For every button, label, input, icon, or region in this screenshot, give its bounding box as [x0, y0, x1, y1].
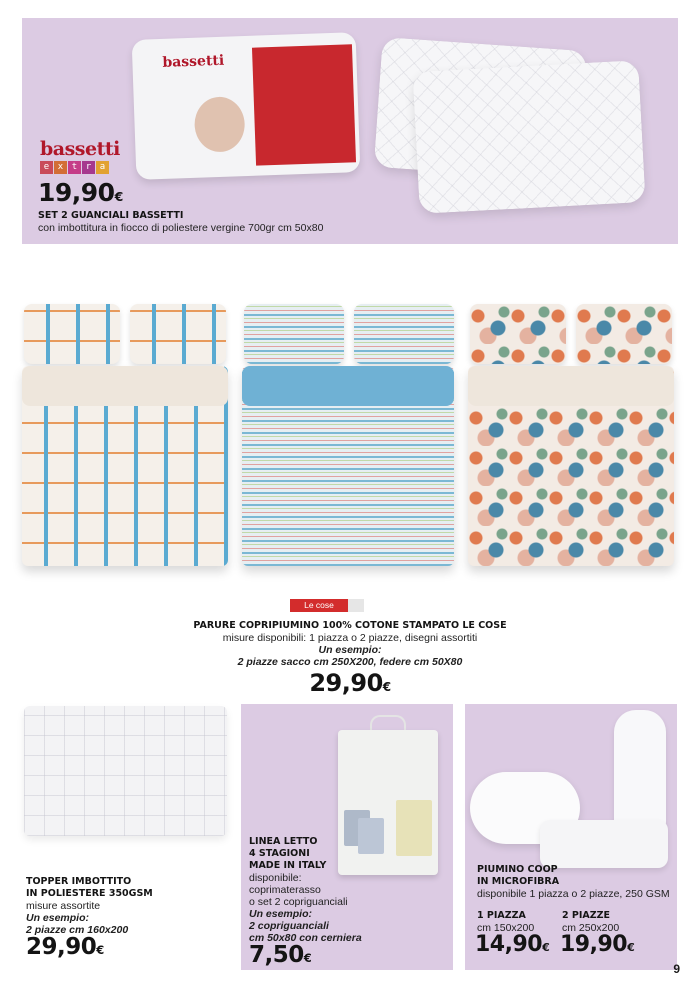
linea-example-line1: 2 copriguanciali — [249, 920, 329, 932]
piumino-size2-price — [560, 932, 634, 957]
piumino-title-line2: IN MICROFIBRA — [477, 876, 560, 887]
piumino-size2-label: 2 PIAZZE — [562, 910, 611, 921]
linea-package-image — [338, 730, 438, 875]
topper-image — [24, 706, 227, 836]
bed-pillow — [354, 304, 454, 364]
topper-title-line2: IN POLIESTERE 350GSM — [26, 888, 153, 899]
linea-title-line1: LINEA LETTO — [249, 836, 318, 847]
topper-price — [26, 934, 104, 960]
bed-pillow — [470, 304, 566, 364]
top-offer-description: con imbottitura in fiocco di poliestere vergine 700gr cm 50x80 — [38, 222, 324, 234]
price-value: 19,90 — [560, 932, 628, 957]
price-currency: € — [382, 680, 391, 694]
pack-model-photo — [194, 96, 246, 153]
top-offer-price — [38, 178, 123, 207]
duvet-bag-image — [614, 710, 666, 830]
pillow-front-image — [412, 60, 645, 214]
package-label — [396, 800, 432, 856]
piumino-title-line1: PIUMINO COOP — [477, 864, 558, 875]
bed-pillow — [244, 304, 344, 364]
piumino-size2-dims: cm 250x200 — [562, 922, 620, 934]
linea-description-line3: o set 2 copriguanciali — [249, 896, 348, 908]
linea-title-line2: 4 STAGIONI — [249, 848, 310, 859]
duvet-folded-image — [540, 820, 668, 868]
linea-example-line2: cm 50x80 con cerniera — [249, 932, 362, 944]
topper-description: misure assortite — [26, 900, 101, 912]
price-value: 14,90 — [475, 932, 543, 957]
logo-extra-tiles — [40, 161, 130, 174]
pack-red-label — [252, 44, 356, 165]
bedding-offer-description: misure disponibili: 1 piazza o 2 piazze, disegni assortiti — [222, 632, 478, 644]
bedding-flower-image — [468, 296, 674, 566]
linea-title-line3: MADE IN ITALY — [249, 860, 327, 871]
logo-extra-letter: a — [96, 161, 109, 174]
bedding-offer-price — [120, 669, 580, 697]
topper-example-label: Un esempio: — [26, 912, 90, 924]
bedding-offer-text — [120, 620, 580, 697]
linea-example-label: Un esempio: — [249, 908, 313, 920]
logo-extra-letter: e — [40, 161, 53, 174]
bedding-wave-image — [242, 296, 454, 566]
piumino-size1-label: 1 PIAZZA — [477, 910, 526, 921]
logo-extra-letter: r — [82, 161, 95, 174]
bedding-example-detail: 2 piazze sacco cm 250X200, federe cm 50X80 — [237, 656, 463, 668]
page-number: 9 — [673, 962, 680, 976]
piumino-description: disponibile 1 piazza o 2 piazze, 250 GSM — [477, 888, 670, 900]
bed-sheet-fold — [22, 366, 228, 406]
price-currency: € — [627, 941, 635, 954]
linea-price — [249, 942, 311, 968]
topper-example-detail: 2 piazze cm 160x200 — [26, 924, 129, 936]
linea-description-line1: disponibile: — [249, 872, 302, 884]
price-currency: € — [114, 189, 123, 204]
price-currency: € — [542, 941, 550, 954]
package-hanger — [370, 715, 406, 731]
bedding-offer-title: PARURE COPRIPIUMINO 100% COTONE STAMPATO LE COSE — [193, 620, 507, 631]
piumino-size1-price — [475, 932, 549, 957]
piumino-size1-dims: cm 150x200 — [477, 922, 535, 934]
bed-pillow — [24, 304, 120, 364]
bed-pillow — [576, 304, 672, 364]
bed-sheet-fold — [468, 366, 674, 406]
logo-word: bassetti — [40, 138, 120, 160]
top-offer-title: SET 2 GUANCIALI BASSETTI — [38, 210, 184, 221]
price-value: 29,90 — [26, 934, 97, 960]
bedding-grid-image — [22, 296, 228, 566]
bed-pillow — [130, 304, 226, 364]
price-value: 29,90 — [309, 669, 383, 697]
price-currency: € — [96, 943, 104, 957]
logo-extra-letter: x — [54, 161, 67, 174]
bedding-example-label: Un esempio: — [318, 644, 382, 656]
price-currency: € — [303, 951, 312, 965]
pack-brand-text: bassetti — [162, 52, 225, 71]
price-value: 19,90 — [38, 178, 115, 207]
logo-extra-letter: t — [68, 161, 81, 174]
le-cose-badge-tail — [348, 599, 364, 612]
bassetti-extra-logo — [40, 139, 130, 174]
pillow-package-image — [132, 32, 361, 180]
linea-description-line2: coprimaterasso — [249, 884, 321, 896]
bed-sheet-fold — [242, 366, 454, 406]
package-pillowcase — [358, 818, 384, 854]
price-value: 7,50 — [249, 942, 304, 968]
le-cose-badge: Le cose — [290, 599, 348, 612]
topper-title-line1: TOPPER IMBOTTITO — [26, 876, 132, 887]
